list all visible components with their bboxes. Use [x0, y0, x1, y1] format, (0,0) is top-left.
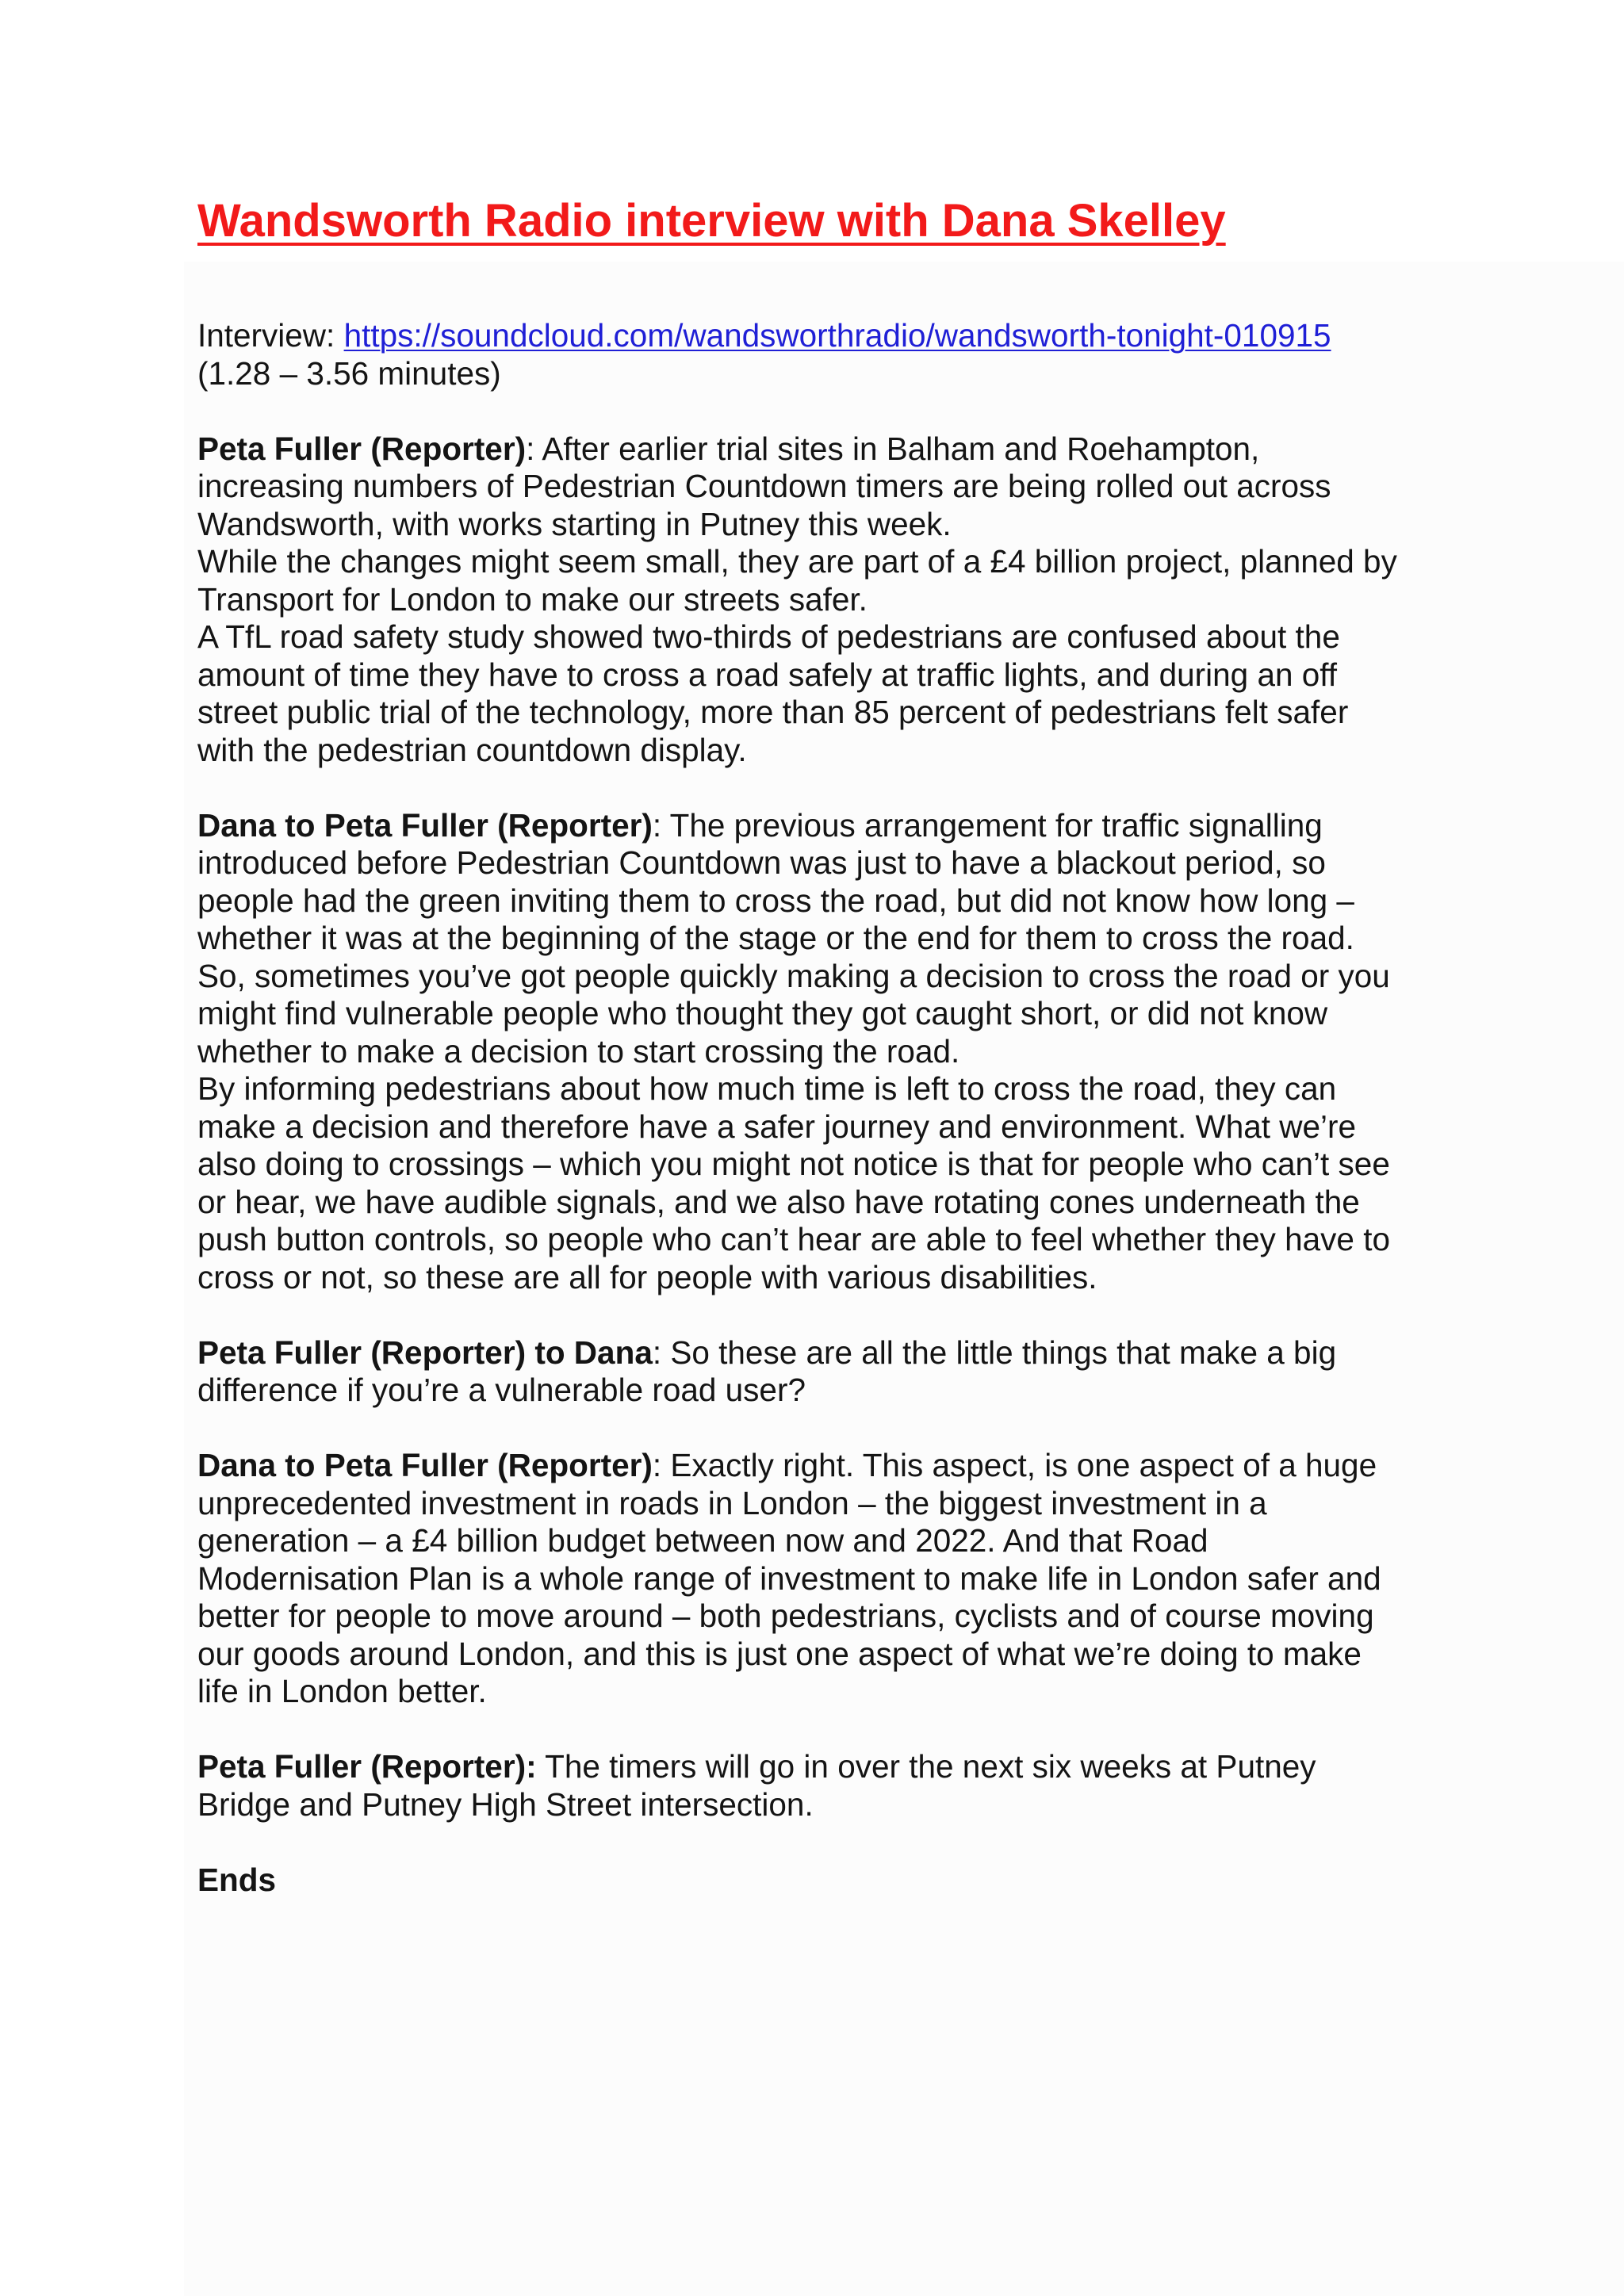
section-4-line: our goods around London, and this is just one aspect of what we’re doing to make — [197, 1635, 1362, 1672]
section-2-line: push button controls, so people who can’t hear are able to feel whether they have to — [197, 1221, 1390, 1257]
section-2-line: or hear, we have audible signals, and we also have rotating cones underneath the — [197, 1183, 1360, 1220]
interview-link[interactable]: https://soundcloud.com/wandsworthradio/wandsworth-tonight-010915 — [343, 317, 1331, 354]
section-3-line: difference if you’re a vulnerable road user? — [197, 1372, 806, 1408]
section-2-line: people had the green inviting them to cross the road, but did not know how long – — [197, 882, 1354, 919]
speaker-label: Dana to Peta Fuller (Reporter) — [197, 806, 653, 844]
speaker-label: Peta Fuller (Reporter): — [197, 1748, 537, 1785]
transcript-section-4 — [197, 1447, 1442, 1711]
section-2-line: whether to make a decision to start crossing the road. — [197, 1032, 960, 1070]
speaker-label: Peta Fuller (Reporter) to Dana — [197, 1334, 653, 1371]
section-4-line-1 — [197, 1447, 1442, 1485]
section-1-line: amount of time they have to cross a road safely at traffic lights, and during an off — [197, 656, 1338, 693]
transcript-section-1 — [197, 430, 1442, 770]
interview-duration: (1.28 – 3.56 minutes) — [197, 354, 501, 392]
section-text: : After earlier trial sites in Balham and Roehampton, — [526, 430, 1260, 467]
section-1-line: street public trial of the technology, more than 85 percent of pedestrians felt safer — [197, 694, 1349, 730]
section-5-line: Bridge and Putney High Street intersection. — [197, 1785, 814, 1823]
speaker-label: Dana to Peta Fuller (Reporter) — [197, 1447, 653, 1483]
section-2-line: By informing pedestrians about how much time is left to cross the road, they can — [197, 1070, 1337, 1107]
section-text: : The previous arrangement for traffic signalling — [652, 806, 1323, 844]
section-4-line: generation – a £4 billion budget between now and 2022. And that Road — [197, 1522, 1208, 1559]
transcript-section-3 — [197, 1334, 1442, 1410]
section-text: The timers will go in over the next six weeks at Putney — [536, 1748, 1316, 1785]
section-2-line: So, sometimes you’ve got people quickly making a decision to cross the road or you — [197, 957, 1390, 994]
section-2-line: introduced before Pedestrian Countdown was just to have a blackout period, so — [197, 844, 1326, 881]
section-2-line-1 — [197, 807, 1442, 845]
transcript-section-2 — [197, 807, 1442, 1297]
interview-info — [197, 317, 1442, 392]
section-1-line: Transport for London to make our streets safer. — [197, 580, 868, 618]
section-2-line: whether it was at the beginning of the stage or the end for them to cross the road. — [197, 920, 1354, 956]
ends-label: Ends — [197, 1861, 277, 1898]
section-4-line: unprecedented investment in roads in London – the biggest investment in a — [197, 1484, 1267, 1521]
section-4-line: life in London better. — [197, 1673, 487, 1709]
section-1-line: Wandsworth, with works starting in Putney this week. — [197, 505, 952, 542]
transcript-section-5 — [197, 1748, 1442, 1823]
document-ending — [197, 1862, 1442, 1900]
section-1-line: While the changes might seem small, they are part of a £4 billion project, planned by — [197, 543, 1397, 580]
section-4-line: better for people to move around – both pedestrians, cyclists and of course moving — [197, 1598, 1374, 1634]
section-text: : Exactly right. This aspect, is one aspect of a huge — [652, 1447, 1377, 1483]
section-1-line-1 — [197, 430, 1442, 469]
document-body — [197, 193, 1442, 1899]
section-1-line: A TfL road safety study showed two-thirds of pedestrians are confused about the — [197, 618, 1340, 655]
section-4-line: Modernisation Plan is a whole range of investment to make life in London safer and — [197, 1559, 1381, 1597]
section-3-line-1 — [197, 1334, 1442, 1372]
section-2-line: also doing to crossings – which you might not notice is that for people who can’t see — [197, 1146, 1390, 1182]
section-2-line: make a decision and therefore have a safer journey and environment. What we’re — [197, 1108, 1357, 1145]
section-1-line: with the pedestrian countdown display. — [197, 731, 747, 768]
section-2-line: might find vulnerable people who thought they got caught short, or did not know — [197, 995, 1328, 1031]
document-title: Wandsworth Radio interview with Dana Skelley — [197, 195, 1226, 247]
section-2-line: cross or not, so these are all for people with various disabilities. — [197, 1258, 1097, 1295]
speaker-label: Peta Fuller (Reporter) — [197, 430, 527, 467]
section-text: : So these are all the little things that make a big — [652, 1334, 1337, 1371]
interview-label: Interview: — [197, 317, 344, 354]
section-1-line: increasing numbers of Pedestrian Countdown timers are being rolled out across — [197, 468, 1331, 504]
section-5-line-1 — [197, 1748, 1442, 1786]
interview-line — [197, 317, 1442, 355]
